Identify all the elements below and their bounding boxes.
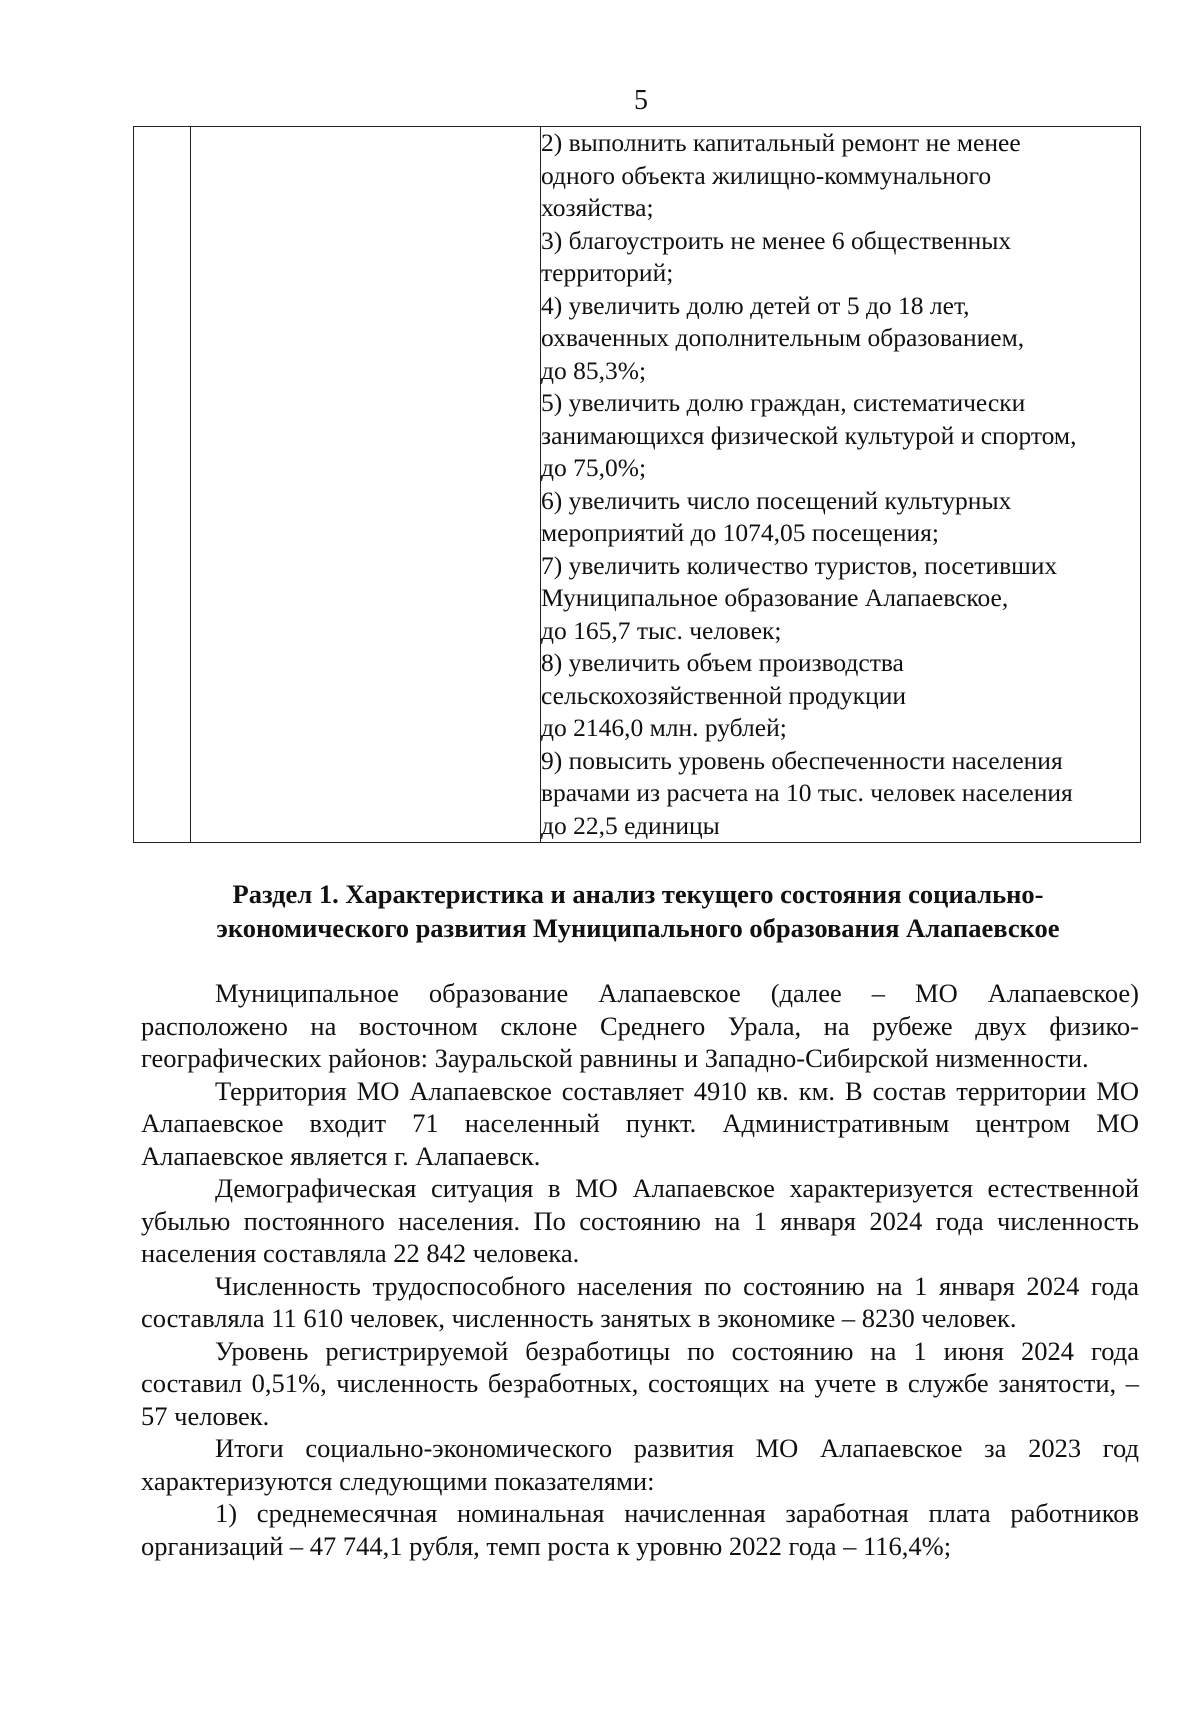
section-heading-line: Раздел 1. Характеристика и анализ текущего состояния социально- xyxy=(232,879,1044,909)
body-text xyxy=(141,977,1139,1562)
goal-line: занимающихся физической культурой и спортом, xyxy=(541,420,1077,450)
paragraph: 1) среднемесячная номинальная начисленная заработная плата работников организаций – 47 744,1 рубля, темп роста к уровню 2022 года – 116,4%; xyxy=(141,1498,1139,1561)
table-row xyxy=(134,127,1141,843)
paragraph: Уровень регистрируемой безработицы по состоянию на 1 июня 2024 года составил 0,51%, численность безработных, состоящих на учете в службе занятости, – 57 человек. xyxy=(141,1335,1139,1431)
table-cell-name xyxy=(191,127,541,843)
table-cell-number xyxy=(134,127,191,843)
paragraph: Итоги социально-экономического развития МО Алапаевское за 2023 год характеризуются следующими показателями: xyxy=(141,1433,1139,1496)
goal-line: 2) выполнить капитальный ремонт не менее xyxy=(541,128,1021,157)
goal-line: хозяйства; xyxy=(541,193,654,222)
goal-line: 3) благоустроить не менее 6 общественных xyxy=(541,225,1012,255)
paragraph: Муниципальное образование Алапаевское (далее – МО Алапаевское) расположено на восточном склоне Среднего Урала, на рубеже двух физико-географических районов: Зауральской равнины и Западно-Сибирской низменности. xyxy=(141,978,1139,1073)
paragraph: Демографическая ситуация в МО Алапаевское характеризуется естественной убылью постоянного населения. По состоянию на 1 января 2024 года численность населения составляла 22 842 человека. xyxy=(141,1173,1139,1268)
paragraph: Численность трудоспособного населения по состоянию на 1 января 2024 года составляла 11 610 человек, численность занятых в экономике – 8230 человек. xyxy=(141,1270,1139,1333)
goals-table xyxy=(133,126,1141,843)
section-heading-line: экономического развития Муниципального образования Алапаевское xyxy=(216,913,1060,943)
goal-line: 6) увеличить число посещений культурных xyxy=(541,485,1012,515)
goal-line: до 75,0%; xyxy=(541,453,647,482)
goal-line: охваченных дополнительным образованием, xyxy=(541,323,1025,352)
section-heading xyxy=(130,877,1146,945)
goal-line: мероприятий до 1074,05 посещения; xyxy=(541,518,939,547)
goal-line: до 22,5 единицы xyxy=(541,810,720,840)
goal-line: 4) увеличить долю детей от 5 до 18 лет, xyxy=(541,290,970,320)
goal-line: до 2146,0 млн. рублей; xyxy=(541,713,787,742)
goal-line: 9) повысить уровень обеспеченности населения xyxy=(541,745,1063,775)
goal-line: 5) увеличить долю граждан, систематически xyxy=(541,388,1026,417)
goal-line: 7) увеличить количество туристов, посетивших xyxy=(541,550,1058,580)
goal-line: территорий; xyxy=(541,258,674,287)
table-cell-goals xyxy=(541,127,1141,843)
goal-line: Муниципальное образование Алапаевское, xyxy=(541,583,1009,612)
goal-line: врачами из расчета на 10 тыс. человек населения xyxy=(541,778,1073,807)
goal-line: одного объекта жилищно-коммунального xyxy=(541,160,992,190)
goal-line: до 85,3%; xyxy=(541,355,647,385)
goal-line: сельскохозяйственной продукции xyxy=(541,680,907,710)
page-number: 5 xyxy=(634,85,648,116)
goal-line: до 165,7 тыс. человек; xyxy=(541,615,782,645)
goal-line: 8) увеличить объем производства xyxy=(541,648,904,677)
paragraph: Территория МО Алапаевское составляет 4910 кв. км. В состав территории МО Алапаевское входит 71 населенный пункт. Административным центром МО Алапаевское является г. Алапаевск. xyxy=(141,1075,1139,1171)
